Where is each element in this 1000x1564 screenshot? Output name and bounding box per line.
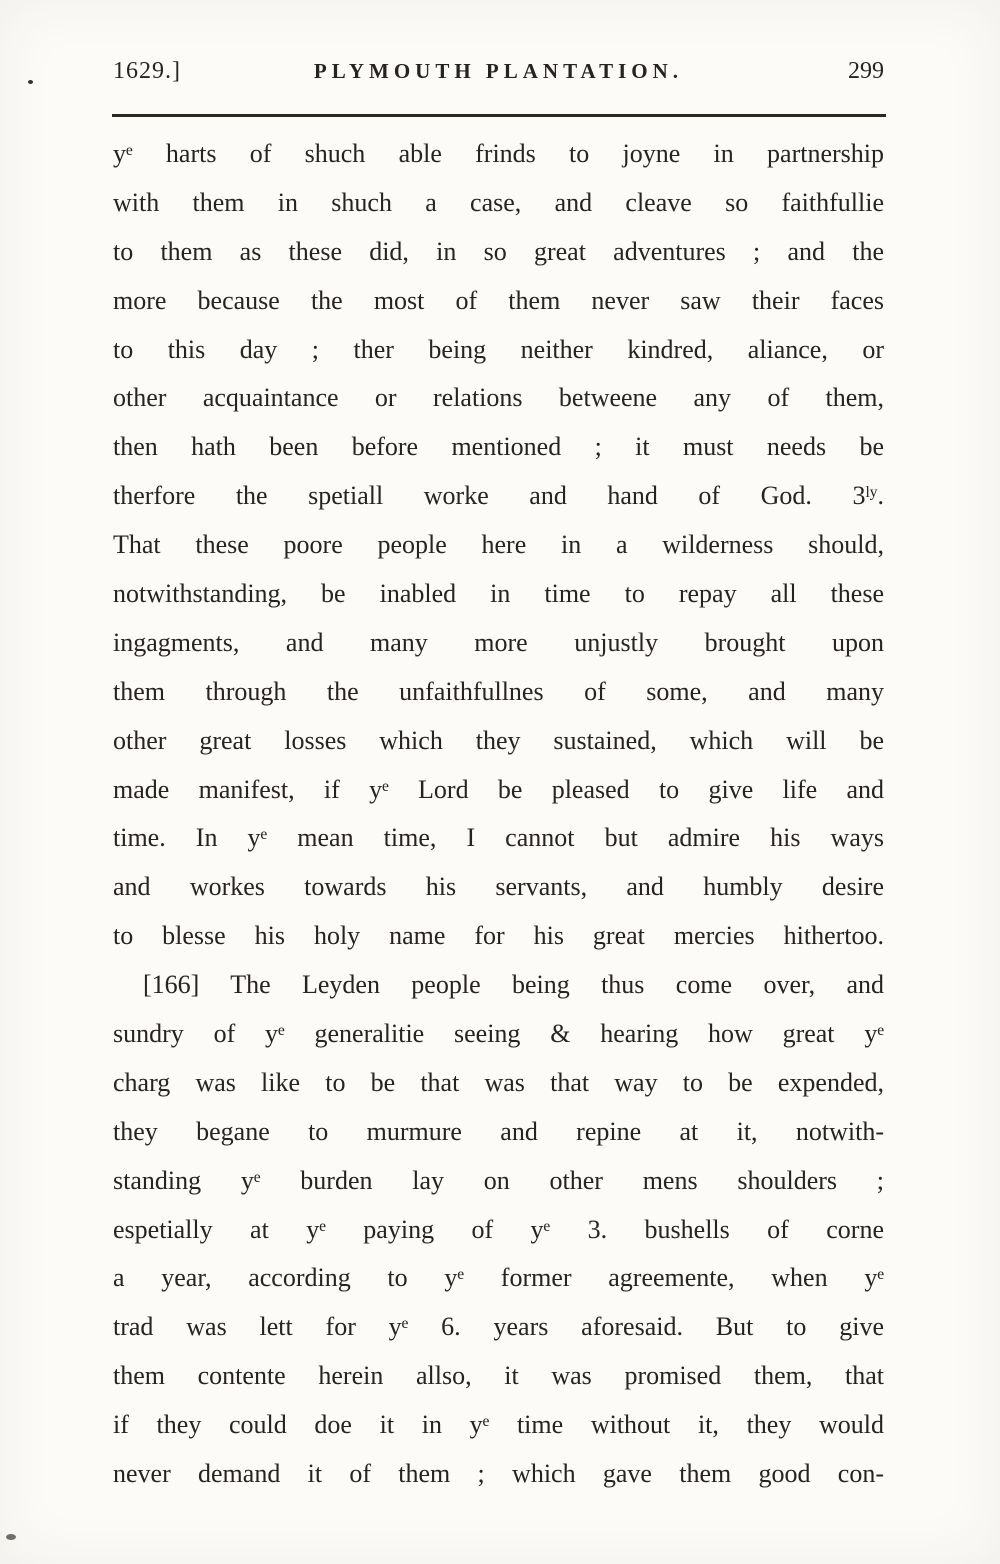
text-line: other acquaintance or relations betweene any of them, <box>113 383 884 413</box>
text-line: made manifest, if yᵉ Lord be pleased to give life and <box>113 774 884 804</box>
text-line: [166] The Leyden people being thus come over, and <box>143 970 884 1000</box>
text-line: with them in shuch a case, and cleave so faithfullie <box>113 187 884 217</box>
text-line: time. In yᵉ mean time, I cannot but admire his ways <box>113 823 884 853</box>
text-line: other great losses which they sustained, which will be <box>113 725 884 755</box>
text-line: notwithstanding, be inabled in time to repay all these <box>113 579 884 609</box>
text-line: never demand it of them ; which gave them good con- <box>113 1459 884 1489</box>
header-rule <box>112 114 886 117</box>
header-date: 1629.] <box>113 58 181 84</box>
running-head <box>113 58 884 85</box>
text-line: they begane to murmure and repine at it, notwith- <box>113 1116 884 1146</box>
text-line: a year, according to yᵉ former agreemente, when yᵉ <box>113 1263 884 1293</box>
text-line: That these poore people here in a wilderness should, <box>113 530 884 560</box>
scan-speck <box>28 80 33 84</box>
text-line: trad was lett for yᵉ 6. years aforesaid. But to give <box>113 1312 884 1342</box>
text-line: sundry of yᵉ generalitie seeing & hearing how great yᵉ <box>113 1019 884 1049</box>
text-line: yᵉ harts of shuch able frinds to joyne in partnership <box>113 139 884 168</box>
page-number: 299 <box>848 58 884 84</box>
scan-speck <box>6 1534 16 1540</box>
text-line: to this day ; ther being neither kindred, aliance, or <box>113 334 884 364</box>
text-line: then hath been before mentioned ; it must needs be <box>113 432 884 462</box>
text-line: them through the unfaithfullnes of some, and many <box>113 676 884 706</box>
text-line: and workes towards his servants, and humbly desire <box>113 872 884 902</box>
text-line: to blesse his holy name for his great mercies hithertoo. <box>113 921 884 951</box>
text-line: if they could doe it in yᵉ time without it, they would <box>113 1410 884 1440</box>
text-line: more because the most of them never saw their faces <box>113 285 884 315</box>
text-line: therfore the spetiall worke and hand of God. 3ˡʸ. <box>113 481 884 511</box>
text-line: espetially at yᵉ paying of yᵉ 3. bushells of corne <box>113 1214 884 1244</box>
text-line: standing yᵉ burden lay on other mens shoulders ; <box>113 1165 884 1195</box>
text-line: charg was like to be that was that way to be expended, <box>113 1067 884 1097</box>
body-text <box>113 130 884 1499</box>
text-line: them contente herein allso, it was promised them, that <box>113 1361 884 1391</box>
text-line: ingagments, and many more unjustly brought upon <box>113 627 884 657</box>
text-line: to them as these did, in so great adventures ; and the <box>113 236 884 266</box>
running-title: PLYMOUTH PLANTATION. <box>313 59 684 83</box>
